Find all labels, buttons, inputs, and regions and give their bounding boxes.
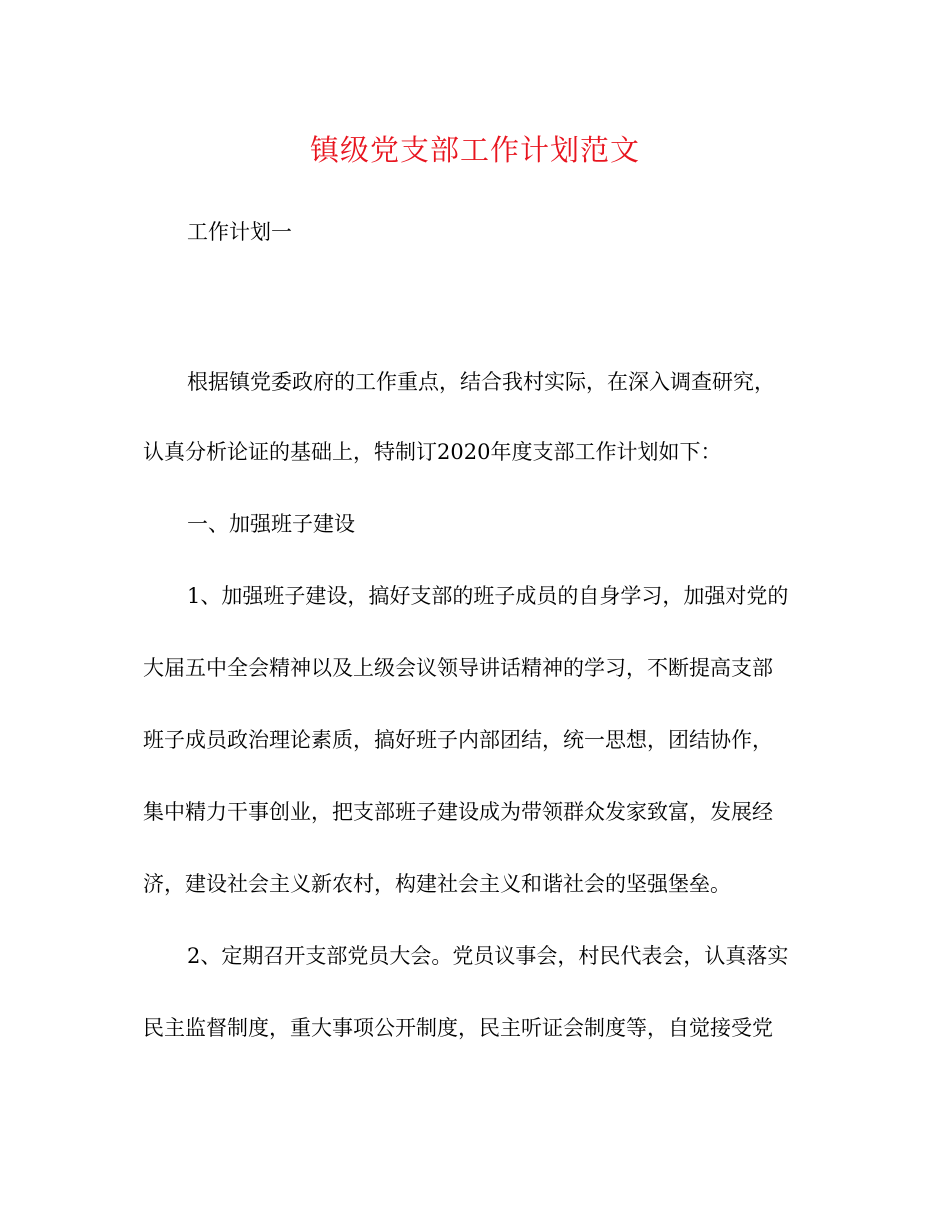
section-heading-strengthen-team: 一、加强班子建设 <box>187 512 355 536</box>
paragraph-line: 根据镇党委政府的工作重点，结合我村实际，在深入调查研究， <box>187 370 775 394</box>
paragraph-line: 2、定期召开支部党员大会。党员议事会，村民代表会，认真落实 <box>187 944 789 968</box>
paragraph-line: 济，建设社会主义新农村，构建社会主义和谐社会的坚强堡垒。 <box>143 872 731 896</box>
paragraph-line: 民主监督制度，重大事项公开制度，民主听证会制度等，自觉接受党 <box>143 1016 773 1040</box>
paragraph-line: 班子成员政治理论素质，搞好班子内部团结，统一思想，团结协作， <box>143 728 773 752</box>
paragraph-line: 1、加强班子建设，搞好支部的班子成员的自身学习，加强对党的 <box>187 584 789 608</box>
paragraph-line: 认真分析论证的基础上，特制订2020年度支部工作计划如下： <box>143 440 722 464</box>
section-heading-plan-one: 工作计划一 <box>187 220 292 244</box>
paragraph-line: 集中精力干事创业，把支部班子建设成为带领群众发家致富，发展经 <box>143 800 773 824</box>
paragraph-line: 大届五中全会精神以及上级会议领导讲话精神的学习，不断提高支部 <box>143 656 773 680</box>
document-title: 镇级党支部工作计划范文 <box>309 133 640 167</box>
